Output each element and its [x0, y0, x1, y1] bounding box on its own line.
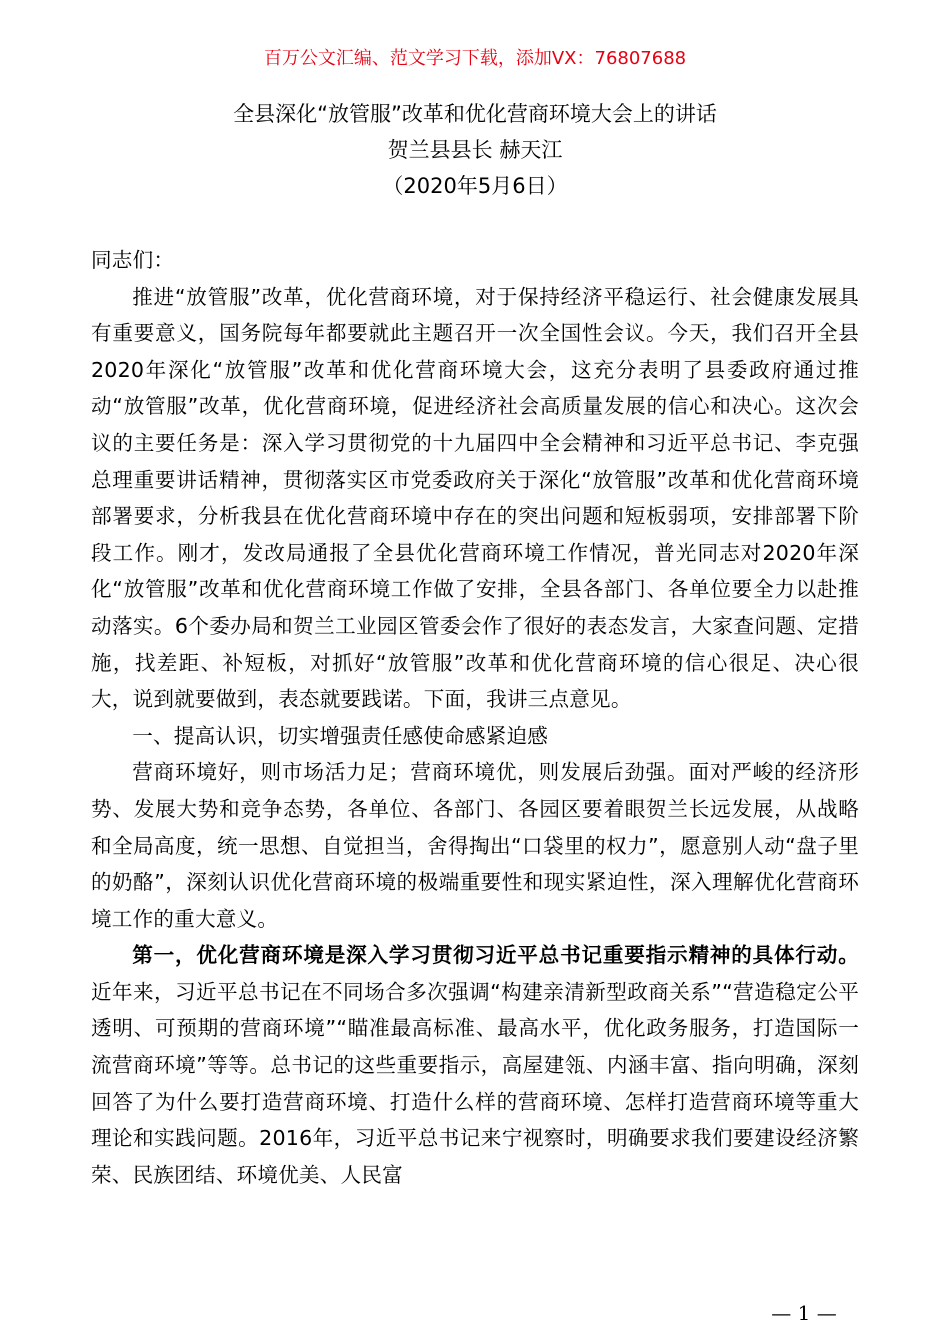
- paragraph-business-environment: 营商环境好，则市场活力足；营商环境优，则发展后劲强。面对严峻的经济形势、发展大势和竞争态势，各单位、各部门、各园区要着眼贺兰长远发展，从战略和全局高度，统一思想、自觉担当，舍得掏出“口袋里的权力”，愿意别人动“盘子里的奶酪”，深刻认识优化营商环境的极端重要性和现实紧迫性，深入理解优化营商环境工作的重大意义。: [91, 760, 859, 931]
- document-body: [91, 242, 859, 1193]
- first-point-lead: 第一，优化营商环境是深入学习贯彻习近平总书记重要指示精神的具体行动。: [132, 943, 859, 968]
- document-header: [0, 96, 950, 204]
- paragraph-first-point: [91, 937, 859, 1193]
- speech-date: （2020年5月6日）: [382, 174, 568, 198]
- speaker-line: 贺兰县县长 赫天江: [387, 138, 563, 162]
- watermark-banner: 百万公文汇编、范文学习下载，添加VX：76807688: [263, 48, 687, 69]
- page-number: — 1 —: [771, 1301, 837, 1325]
- paragraph-intro: 推进“放管服”改革，优化营商环境，对于保持经济平稳运行、社会健康发展具有重要意义，国务院每年都要就此主题召开一次全国性会议。今天，我们召开全县2020年深化“放管服”改革和优化营商环境大会，这充分表明了县委政府通过推动“放管服”改革，优化营商环境，促进经济社会高质量发展的信心和决心。这次会议的主要任务是：深入学习贯彻党的十九届四中全会精神和习近平总书记、李克强总理重要讲话精神，贯彻落实区市党委政府关于深化“放管服”改革和优化营商环境部署要求，分析我县在优化营商环境中存在的突出问题和短板弱项，安排部署下阶段工作。刚才，发改局通报了全县优化营商环境工作情况，普光同志对2020年深化“放管服”改革和优化营商环境工作做了安排，全县各部门、各单位要全力以赴推动落实。6个委办局和贺兰工业园区管委会作了很好的表态发言，大家查问题、定措施，找差距、补短板，对抓好“放管服”改革和优化营商环境的信心很足、决心很大，说到就要做到，表态就要践诺。下面，我讲三点意见。: [91, 284, 859, 712]
- salutation: 同志们：: [91, 248, 175, 272]
- section-heading-1: 一、提高认识，切实增强责任感使命感紧迫感: [132, 723, 549, 748]
- first-point-text: 近年来，习近平总书记在不同场合多次强调“构建亲清新型政商关系”“营造稳定公平透明、可预期的营商环境”“瞄准最高标准、最高水平，优化政务服务，打造国际一流营商环境”等等。总书记的这些重要指示，高屋建瓴、内涵丰富、指向明确，深刻回答了为什么要打造营商环境、打造什么样的营商环境、怎样打造营商环境等重大理论和实践问题。2016年，习近平总书记来宁视察时，明确要求我们要建设经济繁荣、民族团结、环境优美、人民富: [91, 979, 859, 1187]
- document-title: 全县深化“放管服”改革和优化营商环境大会上的讲话: [233, 102, 717, 126]
